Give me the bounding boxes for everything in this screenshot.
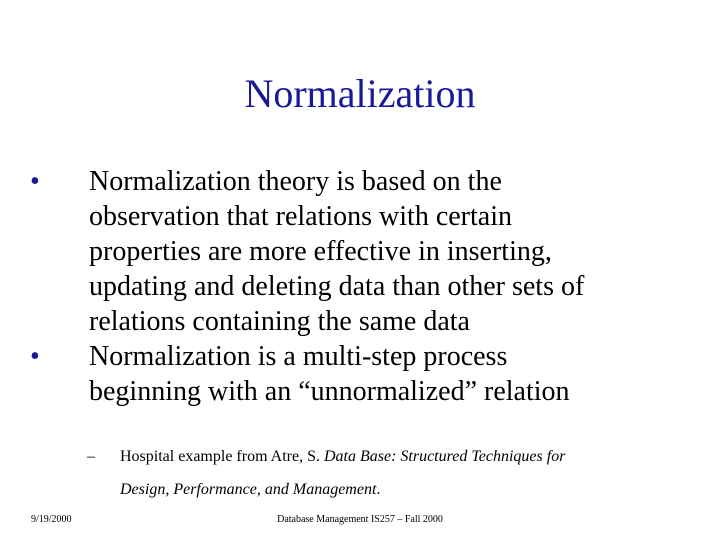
sub-bullet-line — [89, 473, 709, 506]
bullet-marker: • — [30, 166, 40, 197]
sub-bullet — [89, 440, 709, 506]
bullet-text-line: Normalization theory is based on the — [89, 166, 502, 197]
bullet-item — [30, 339, 710, 409]
citation-title: Data Base: Structured Techniques for — [323, 448, 566, 465]
bullet-marker: • — [30, 341, 40, 372]
citation-title-cont: Design, Performance, and Management — [120, 481, 377, 498]
bullet-text-line: properties are more effective in inserting, — [89, 236, 552, 267]
bullet-item — [30, 164, 710, 339]
footer-course: Database Management IS257 – Fall 2000 — [277, 514, 443, 525]
bullet-text-line: observation that relations with certain — [89, 201, 512, 232]
sub-bullet-line — [89, 440, 709, 473]
sub-bullet-marker: – — [87, 448, 95, 465]
citation-suffix: . — [376, 481, 381, 498]
bullet-text-line: relations containing the same data — [89, 306, 470, 337]
bullet-text-line: updating and deleting data than other sets of — [89, 271, 585, 302]
bullet-list — [30, 164, 710, 409]
bullet-text-line: Normalization is a multi-step process — [89, 341, 508, 372]
bullet-text-line: beginning with an “unnormalized” relation — [89, 376, 570, 407]
slide-title: Normalization — [244, 71, 476, 116]
citation-prefix: Hospital example from Atre, S. — [120, 448, 324, 465]
footer-date: 9/19/2000 — [31, 514, 72, 525]
